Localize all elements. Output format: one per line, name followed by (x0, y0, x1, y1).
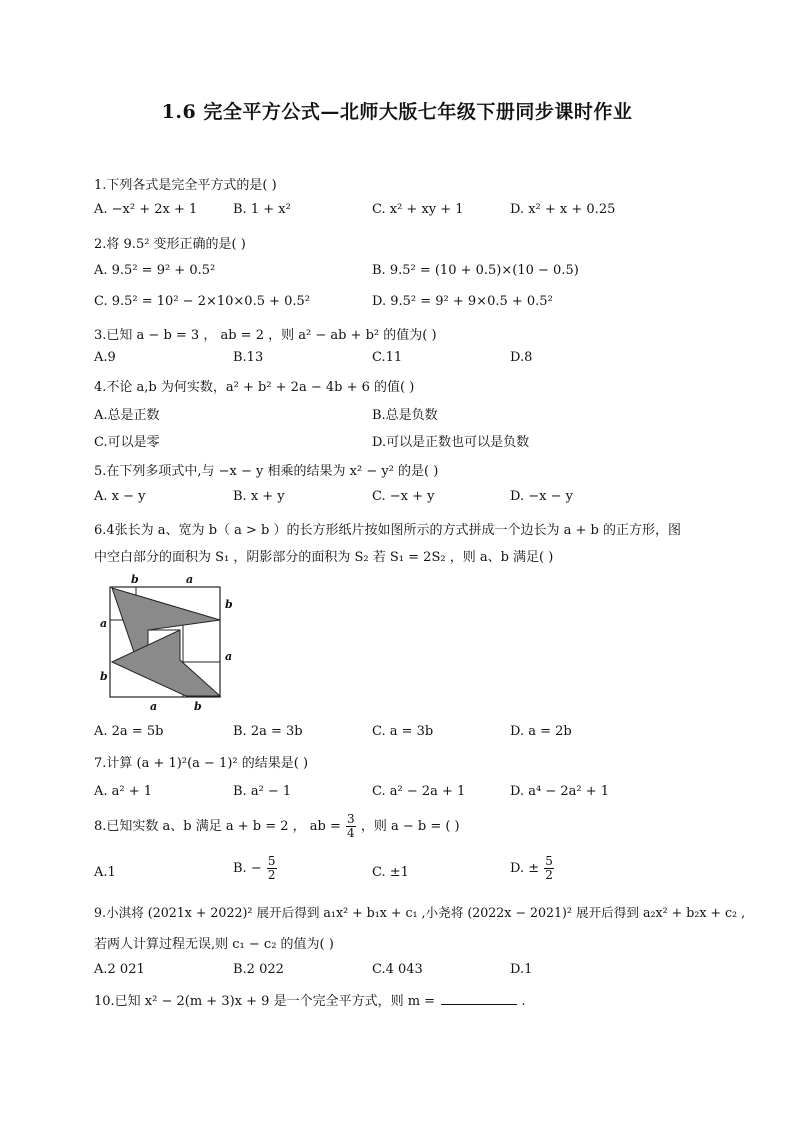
q5-option-c: C. −x + y (372, 489, 435, 504)
q8-stem-pre: 8.已知实数 a、b 满足 a + b = 2 ， ab = (94, 819, 341, 834)
q8-fraction (346, 813, 356, 840)
label-left-b: b (100, 670, 108, 683)
q3-option-b: B.13 (233, 350, 264, 365)
label-left-a: a (100, 617, 108, 630)
q8-fraction-numerator: 3 (347, 812, 355, 826)
q2-option-b: B. 9.5² = (10 + 0.5)×(10 − 0.5) (372, 263, 579, 278)
q10-stem-post: . (521, 994, 526, 1009)
q1-option-b: B. 1 + x² (233, 202, 291, 217)
q7-option-b: B. a² − 1 (233, 784, 292, 799)
q4-option-a: A.总是正数 (94, 408, 160, 423)
question-9-stem-line-2: 若两人计算过程无误,则 c₁ − c₂ 的值为( ) (94, 937, 334, 952)
page-title: 1.6 完全平方公式—北师大版七年级下册同步课时作业 (161, 101, 633, 123)
question-4-stem: 4.不论 a,b 为何实数，a² + b² + 2a − 4b + 6 的值( ) (94, 380, 415, 395)
q6-square-figure (96, 572, 246, 722)
q8-option-a: A.1 (94, 865, 116, 880)
q9-option-c: C.4 043 (372, 962, 423, 977)
q4-option-d: D.可以是正数也可以是负数 (372, 435, 530, 450)
q8-option-b (233, 855, 278, 882)
q6-option-c: C. a = 3b (372, 724, 434, 739)
q8-option-d-fraction (544, 855, 554, 882)
q8-option-d-numerator: 5 (545, 854, 553, 868)
q1-option-a: A. −x² + 2x + 1 (94, 202, 198, 217)
q8-option-c: C. ±1 (372, 865, 409, 880)
label-bottom-a: a (150, 700, 158, 713)
q4-option-b: B.总是负数 (372, 408, 438, 423)
q4-option-c: C.可以是零 (94, 435, 160, 450)
question-6-stem-line-2: 中空白部分的面积为 S₁ ，阴影部分的面积为 S₂ 若 S₁ = 2S₂ ，则 a、b 满足( ) (94, 550, 554, 565)
q9-option-d: D.1 (510, 962, 533, 977)
q8-option-b-denominator: 2 (267, 868, 276, 882)
q3-option-a: A.9 (94, 350, 116, 365)
q7-option-c: C. a² − 2a + 1 (372, 784, 466, 799)
answer-blank[interactable] (441, 992, 517, 1005)
q7-option-a: A. a² + 1 (94, 784, 153, 799)
question-3-stem: 3.已知 a − b = 3 ， ab = 2 ，则 a² − ab + b² 的值为( ) (94, 328, 437, 343)
label-right-a: a (225, 650, 233, 663)
question-1-stem: 1.下列各式是完全平方式的是( ) (94, 178, 277, 193)
q5-option-a: A. x − y (94, 489, 146, 504)
question-10-stem (94, 990, 525, 1009)
q5-option-d: D. −x − y (510, 489, 573, 504)
q1-option-d: D. x² + x + 0.25 (510, 202, 616, 217)
q8-option-b-numerator: 5 (267, 854, 276, 868)
q8-stem-post: ，则 a − b = ( ) (360, 819, 460, 834)
q1-option-c: C. x² + xy + 1 (372, 202, 464, 217)
label-top-a: a (186, 573, 194, 586)
label-top-b: b (131, 573, 139, 586)
question-6-stem-line-1: 6.4张长为 a、宽为 b（ a > b ）的长方形纸片按如图所示的方式拼成一个边长为 a + b 的正方形，图 (94, 523, 681, 538)
q6-option-a: A. 2a = 5b (94, 724, 164, 739)
q8-option-b-fraction (267, 855, 277, 882)
label-bottom-b: b (194, 700, 202, 713)
q2-option-a: A. 9.5² = 9² + 0.5² (94, 263, 216, 278)
q8-option-d-denominator: 2 (545, 868, 553, 882)
q3-option-c: C.11 (372, 350, 403, 365)
question-5-stem: 5.在下列多项式中,与 −x − y 相乘的结果为 x² − y² 的是( ) (94, 464, 439, 479)
q2-option-c: C. 9.5² = 10² − 2×10×0.5 + 0.5² (94, 294, 311, 309)
q2-option-d: D. 9.5² = 9² + 9×0.5 + 0.5² (372, 294, 553, 309)
question-8-stem (94, 813, 460, 840)
q8-option-d-pre: D. ± (510, 861, 540, 876)
q8-fraction-denominator: 4 (347, 826, 355, 840)
q6-option-d: D. a = 2b (510, 724, 572, 739)
q10-stem-pre: 10.已知 x² − 2(m + 3)x + 9 是一个完全平方式，则 m = (94, 994, 436, 1009)
shaded-region (112, 630, 220, 696)
q9-option-b: B.2 022 (233, 962, 284, 977)
q6-option-b: B. 2a = 3b (233, 724, 303, 739)
question-9-stem-line-1: 9.小淇将 (2021x + 2022)² 展开后得到 a₁x² + b₁x + c₁ ,小尧将 (2022x − 2021)² 展开后得到 a₂x² + b₂x + c₂ , (94, 905, 746, 920)
q8-option-b-pre: B. − (233, 861, 262, 876)
q3-option-d: D.8 (510, 350, 533, 365)
q9-option-a: A.2 021 (94, 962, 145, 977)
q8-option-d (510, 855, 555, 882)
q5-option-b: B. x + y (233, 489, 285, 504)
label-right-b: b (225, 598, 233, 611)
question-7-stem: 7.计算 (a + 1)²(a − 1)² 的结果是( ) (94, 756, 309, 771)
q7-option-d: D. a⁴ − 2a² + 1 (510, 784, 610, 799)
question-2-stem: 2.将 9.5² 变形正确的是( ) (94, 237, 246, 252)
